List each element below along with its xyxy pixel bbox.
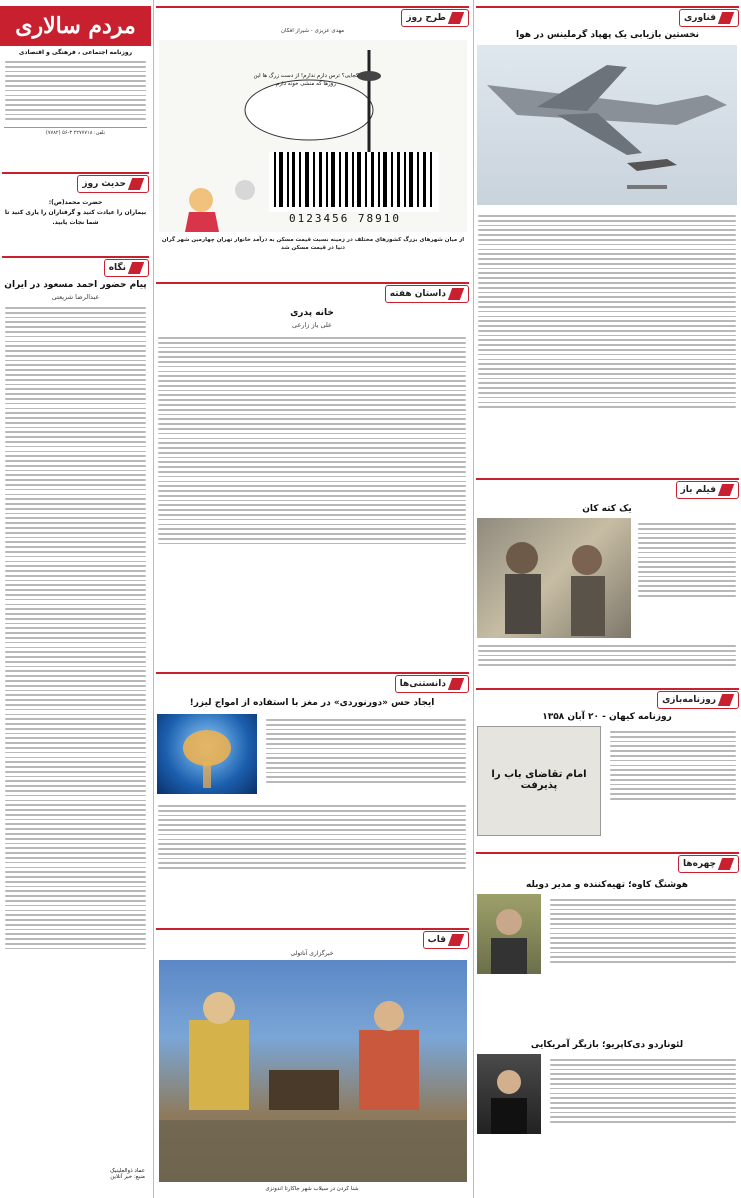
footer-source: منبع: خبر آنلاین	[110, 1174, 145, 1180]
cartoon-caption: از میان شهرهای بزرگ کشورهای مختلف در زمینه نسبت قیمت مسکن به درآمد خانوار تهران چهارمین شهر گران دنیا در قیمت مسکن شد	[161, 237, 465, 251]
face-text-1	[545, 894, 741, 968]
section-header-hadith	[2, 172, 149, 194]
story-text	[153, 332, 471, 549]
photo-credit: خبرگزاری آناتولی	[290, 950, 334, 957]
section-tab	[104, 259, 149, 277]
film-title: یک کته کان	[582, 504, 632, 514]
section-header-story	[156, 282, 469, 304]
aircraft-image	[477, 45, 737, 205]
paper-tagline: روزنامه اجتماعی ، فرهنگی و اقتصادی	[18, 49, 133, 56]
section-title: فیلم باز	[680, 485, 716, 495]
section-tab	[676, 481, 739, 499]
section-title: چهره‌ها	[683, 859, 716, 869]
logo-icon	[448, 288, 464, 300]
section-header-film	[476, 478, 739, 500]
section-tab	[401, 9, 469, 27]
section-tab	[385, 285, 469, 303]
masthead-info	[0, 56, 151, 125]
science-text-2	[153, 800, 471, 874]
section-header-faces	[476, 852, 739, 874]
footer-author: عماد ذوالعلینیک	[109, 1168, 145, 1174]
section-header-tech	[476, 6, 739, 28]
film-text-2	[473, 640, 741, 671]
face-text-2	[545, 1054, 741, 1128]
section-header-science	[156, 672, 469, 694]
section-tab	[77, 175, 149, 193]
archive-title: روزنامه کیهان - ۲۰ آبان ۱۳۵۸	[542, 712, 672, 722]
section-tab	[679, 9, 739, 27]
section-title: روزنامه‌بازی	[662, 695, 716, 705]
barcode-number: 0123456 78910	[288, 212, 402, 225]
note-author: عبدالرضا شریعتی	[51, 293, 100, 301]
hadith-box	[0, 172, 151, 232]
section-tab	[395, 675, 469, 693]
newspaper-clipping	[477, 726, 601, 836]
science-title: ایجاد حس «دورنوردی» در مغز با استفاده از امواج لیزر!	[189, 698, 435, 708]
logo-icon	[448, 12, 464, 24]
photo-caption: شنا کردن در سیلاب شهر جاکارتا اندونزی	[265, 1186, 359, 1192]
logo-icon	[448, 678, 464, 690]
film-text	[633, 518, 741, 602]
face-title-2: لئوناردو دی‌کاپریو؛ بازیگر آمریکایی	[530, 1040, 684, 1050]
section-title: فناوری	[684, 13, 716, 23]
article-text	[473, 210, 741, 413]
section-tab	[678, 855, 739, 873]
section-title: طرح روز	[406, 13, 446, 23]
logo-icon	[718, 484, 734, 496]
portrait-1	[477, 894, 541, 974]
flood-photo	[159, 960, 467, 1182]
portrait-2	[477, 1054, 541, 1134]
brain-image	[157, 714, 257, 794]
clipping-headline: امام تقاضای باب را پذیرفت	[491, 769, 587, 791]
section-tab	[657, 691, 739, 709]
cartoon	[159, 40, 467, 232]
middle-column	[153, 0, 471, 1198]
story-title: خانه پدری	[290, 308, 334, 318]
logo-icon	[448, 934, 464, 946]
science-text	[261, 714, 471, 788]
note-title: پیام حضور احمد مسعود در ایران	[4, 280, 147, 290]
logo-icon	[128, 262, 144, 274]
right-column	[473, 0, 741, 1198]
section-header-note	[2, 256, 149, 278]
paper-name: مردم سالاری	[0, 6, 151, 46]
logo-icon	[718, 694, 734, 706]
archive-text	[605, 726, 741, 805]
note-footer	[0, 1168, 151, 1180]
face-title-1: هوشنگ کاوه؛ تهیه‌کننده و مدیر دوبله	[525, 880, 689, 890]
masthead-date: تلفن: ۲۲۷۷۷۱۸ ۳-۵۶ (۷۷۸۲)	[4, 127, 147, 136]
section-title: دانستنی‌ها	[399, 679, 446, 689]
note-box	[0, 256, 151, 955]
section-title: نگاه	[108, 263, 126, 273]
section-tab	[423, 931, 469, 949]
film-still	[477, 518, 631, 638]
story-author: علی یاز زارعی	[292, 321, 332, 329]
logo-icon	[128, 178, 144, 190]
logo-icon	[718, 12, 734, 24]
section-title: حدیث روز	[82, 179, 126, 189]
hadith-text: حضرت محمد(ص): بیماران را عیادت کنید و گرفتاران را یاری کنید تا شما نجات یابید.	[4, 199, 147, 226]
section-title: قاب	[427, 935, 446, 945]
logo-icon	[718, 858, 734, 870]
section-title: داستان هفته	[389, 289, 446, 299]
speech-bubble: کجایی؟ ترس دارم ندارم! از دست زرگ ها این روزها که منشی خونه دارم	[253, 73, 359, 87]
section-header-cartoon	[156, 6, 469, 28]
note-text	[0, 302, 151, 955]
masthead	[0, 0, 151, 165]
headline: نخستین بازیابی یک پهپاد گرملینس در هوا	[516, 30, 699, 40]
cartoon-credit: مهدی عزیزی - شیراز افکان	[280, 28, 345, 34]
section-header-photo	[156, 928, 469, 950]
section-header-archive	[476, 688, 739, 710]
